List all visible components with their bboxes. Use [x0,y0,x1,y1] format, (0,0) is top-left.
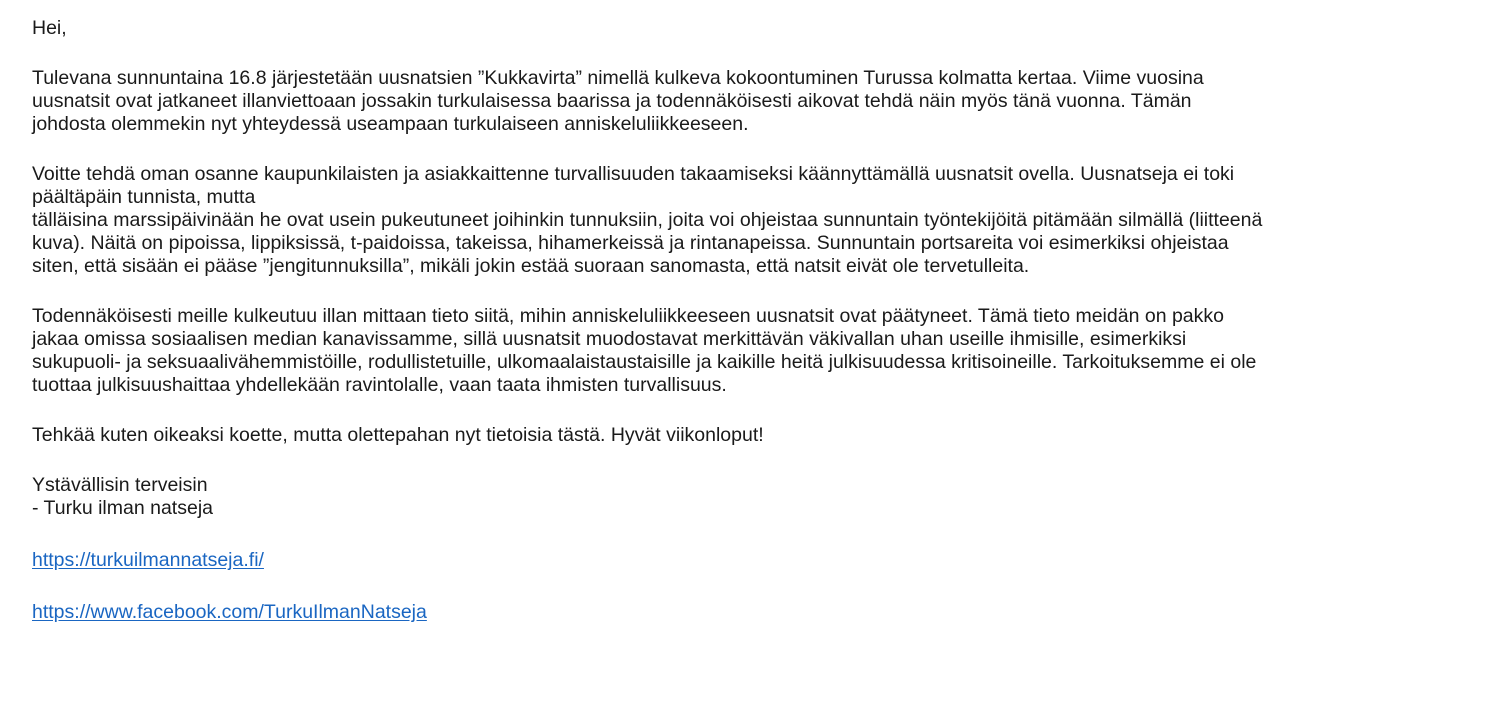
paragraph-3 [32,305,1494,397]
paragraph-2-line: Voitte tehdä oman osanne kaupunkilaisten ja asiakkaittenne turvallisuuden takaamiseksi käännyttämällä uusnatsit ovella. Uusnatseja ei toki [32,163,1235,185]
paragraph-1-line: johdosta olemmekin nyt yhteydessä useampaan turkulaiseen anniskeluliikkeeseen. [32,113,749,135]
paragraph-gap [32,40,1494,67]
paragraph-2 [32,163,1494,278]
paragraph-gap [32,520,1494,549]
signature: - Turku ilman natseja [32,497,213,519]
paragraph-2-line: tälläisina marssipäivinään he ovat usein pukeutuneet joihinkin tunnuksiin, joita voi ohjeistaa sunnuntain työntekijöitä pitämään silmällä (liitteenä [32,209,1263,231]
paragraph-4: Tehkää kuten oikeaksi koette, mutta olettepahan nyt tietoisia tästä. Hyvät viikonloput! [32,424,764,446]
paragraph-gap [32,572,1494,601]
paragraph-3-line: tuottaa julkisuushaittaa yhdellekään ravintolalle, vaan taata ihmisten turvallisuus. [32,374,727,396]
paragraph-2-line: päältäpäin tunnista, mutta [32,186,256,208]
paragraph-gap [32,278,1494,305]
paragraph-3-line: Todennäköisesti meille kulkeutuu illan mittaan tieto siitä, mihin anniskeluliikkeeseen uusnatsit ovat päätyneet. Tämä tieto meidän on pakko [32,305,1224,327]
paragraph-gap [32,136,1494,163]
paragraph-2-line: kuva). Näitä on pipoissa, lippiksissä, t-paidoissa, takeissa, hihamerkeissä ja rintanapeissa. Sunnuntain portsareita voi esimerkiksi ohjeistaa [32,232,1229,254]
website-link[interactable]: https://turkuilmannatseja.fi/ [32,549,264,571]
paragraph-gap [32,447,1494,474]
paragraph-gap [32,397,1494,424]
greeting: Hei, [32,17,67,39]
signoff: Ystävällisin terveisin [32,474,208,496]
paragraph-1-line: uusnatsit ovat jatkaneet illanviettoaan jossakin turkulaisessa baarissa ja todennäköisesti aikovat tehdä näin myös tänä vuonna. Tämän [32,90,1192,112]
facebook-link[interactable]: https://www.facebook.com/TurkuIlmanNatseja [32,601,427,623]
email-body [32,17,1494,624]
paragraph-1 [32,67,1494,136]
paragraph-1-line: Tulevana sunnuntaina 16.8 järjestetään uusnatsien ”Kukkavirta” nimellä kulkeva kokoontuminen Turussa kolmatta kertaa. Viime vuosina [32,67,1204,89]
paragraph-3-line: sukupuoli- ja seksuaalivähemmistöille, rodullistetuille, ulkomaalaistaustaisille ja kaikille heitä julkisuudessa kritisoineille. Tarkoituksemme ei ole [32,351,1257,373]
paragraph-2-line: siten, että sisään ei pääse ”jengitunnuksilla”, mikäli jokin estää suoraan sanomasta, että natsit eivät ole tervetulleita. [32,255,1030,277]
paragraph-3-line: jakaa omissa sosiaalisen median kanavissamme, sillä uusnatsit muodostavat merkittävän väkivallan uhan useille ihmisille, esimerkiksi [32,328,1187,350]
